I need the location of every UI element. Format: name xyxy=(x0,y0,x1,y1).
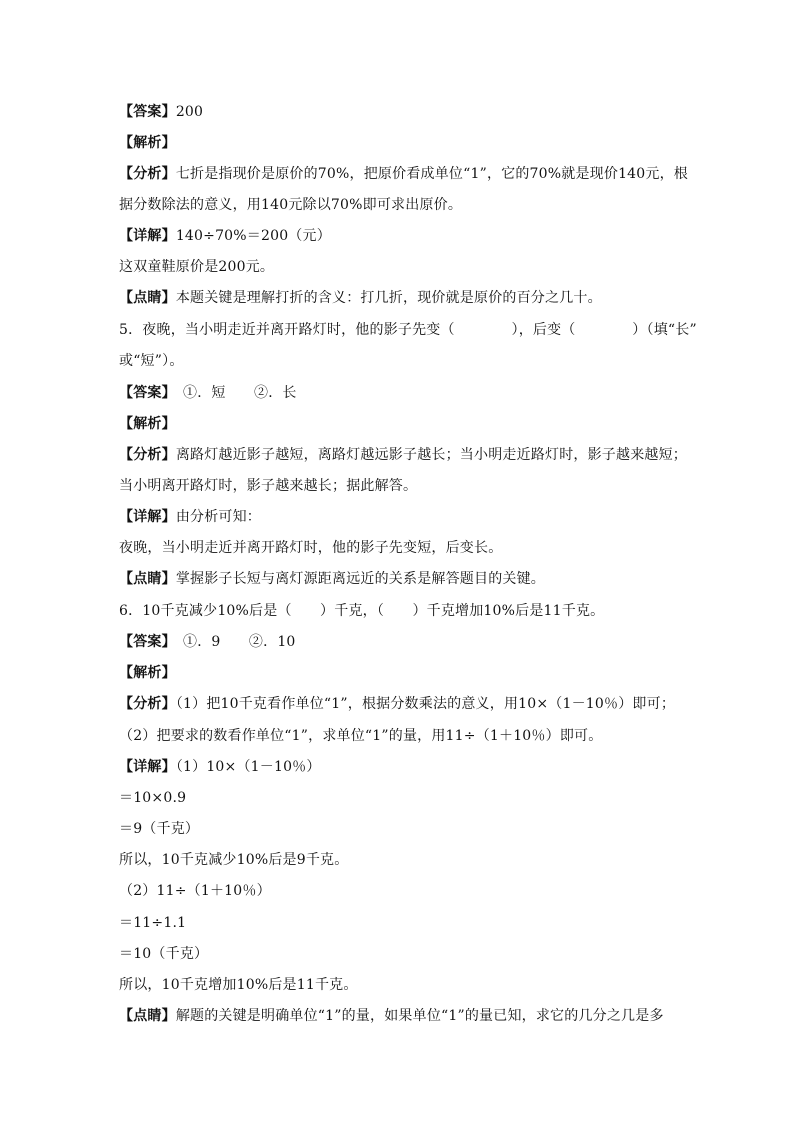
text-line: 所以，10千克增加10%后是11千克。 xyxy=(119,977,358,993)
text-line: 夜晚，当小明走近并离开路灯时，他的影子先变短，后变长。 xyxy=(119,540,503,556)
comment-line: 【点睛】本题关键是理解打折的含义：打几折，现价就是原价的百分之几十。 xyxy=(119,290,602,306)
text-line: 当小明离开路灯时，影子越来越长；据此解答。 xyxy=(119,478,418,494)
analysis-line: 【分析】七折是指现价是原价的70%，把原价看成单位“1”，它的70%就是现价140元，根 xyxy=(119,166,688,182)
analysis-line: 【分析】离路灯越近影子越短，离路灯越远影子越长；当小明走近路灯时，影子越来越短； xyxy=(119,447,688,463)
comment-line: 【点睛】解题的关键是明确单位“1”的量，如果单位“1”的量已知，求它的几分之几是多 xyxy=(119,1008,664,1024)
equation-line: ＝9（千克） xyxy=(119,821,200,837)
detail-line: 【详解】140÷70%＝200（元） xyxy=(119,228,331,244)
text-line: 这双童鞋原价是200元。 xyxy=(119,259,275,275)
question-6: 6．10千克减少10%后是（ ）千克，（ ）千克增加10%后是11千克。 xyxy=(119,603,605,619)
analysis-heading: 【解析】 xyxy=(119,416,176,432)
question-5: 5．夜晚，当小明走近并离开路灯时，他的影子先变（ ），后变（ ）（填“长” xyxy=(119,322,697,338)
text-line: 所以，10千克减少10%后是9千克。 xyxy=(119,852,349,868)
question-5-cont: 或“短”）。 xyxy=(119,353,184,369)
equation-line: ＝10×0.9 xyxy=(119,790,187,806)
text-line: （2）把要求的数看作单位“1”，求单位“1”的量，用11÷（1＋10％）即可。 xyxy=(119,728,603,744)
answer-line: 【答案】 ①．9 ②．10 xyxy=(119,634,296,650)
equation-line: ＝11÷1.1 xyxy=(119,915,187,931)
text-line: 据分数除法的意义，用140元除以70%即可求出原价。 xyxy=(119,197,463,213)
equation-line: ＝10（千克） xyxy=(119,946,209,962)
analysis-line: 【分析】（1）把10千克看作单位“1”，根据分数乘法的意义，用10×（1－10％）即可； xyxy=(119,696,676,712)
detail-line: 【详解】由分析可知： xyxy=(119,509,262,525)
equation-line: （2）11÷（1＋10％） xyxy=(119,883,271,899)
comment-line: 【点睛】掌握影子长短与离灯源距离远近的关系是解答题目的关键。 xyxy=(119,571,546,587)
analysis-heading: 【解析】 xyxy=(119,665,176,681)
analysis-heading: 【解析】 xyxy=(119,135,176,151)
answer-line: 【答案】 ①．短 ②．长 xyxy=(119,385,297,401)
answer-line: 【答案】200 xyxy=(119,104,204,120)
detail-line: 【详解】（1）10×（1－10％） xyxy=(119,759,321,775)
